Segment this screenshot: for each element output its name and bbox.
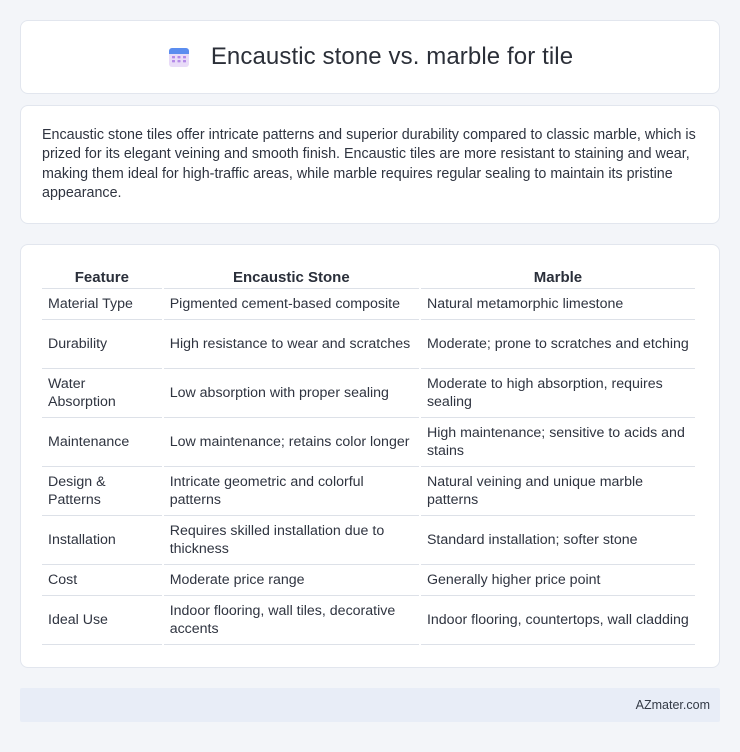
feature-cell: Installation [42,516,162,565]
marble-cell: Moderate; prone to scratches and etching [421,320,695,369]
encaustic-cell: Low absorption with proper sealing [164,369,419,418]
feature-cell: Maintenance [42,418,162,467]
footer-bar [20,688,720,722]
intro-card [20,105,720,224]
encaustic-cell: High resistance to wear and scratches [164,320,419,369]
column-header-feature: Feature [42,265,162,289]
title-wrap [167,43,573,71]
column-header-encaustic: Encaustic Stone [164,265,419,289]
feature-cell: Durability [42,320,162,369]
header-card [20,20,720,94]
column-header-marble: Marble [421,265,695,289]
encaustic-cell: Intricate geometric and colorful patterns [164,467,419,516]
encaustic-cell: Indoor flooring, wall tiles, decorative accents [164,596,419,645]
comparison-table [40,265,697,645]
marble-cell: Natural veining and unique marble patterns [421,467,695,516]
feature-cell: Water Absorption [42,369,162,418]
table-row [42,289,695,320]
encaustic-cell: Low maintenance; retains color longer [164,418,419,467]
table-row [42,320,695,369]
table-row [42,596,695,645]
marble-cell: High maintenance; sensitive to acids and stains [421,418,695,467]
marble-cell: Standard installation; softer stone [421,516,695,565]
marble-cell: Generally higher price point [421,565,695,596]
footer-site-link[interactable]: AZmater.com [635,698,710,712]
encaustic-cell: Requires skilled installation due to thickness [164,516,419,565]
page-title: Encaustic stone vs. marble for tile [210,43,574,70]
marble-cell: Moderate to high absorption, requires sealing [421,369,695,418]
table-row [42,565,695,596]
table-row [42,516,695,565]
feature-cell: Material Type [42,289,162,320]
marble-cell: Indoor flooring, countertops, wall cladding [421,596,695,645]
feature-cell: Cost [42,565,162,596]
comparison-card [20,244,720,668]
feature-cell: Ideal Use [42,596,162,645]
table-row [42,369,695,418]
intro-paragraph: Encaustic stone tiles offer intricate patterns and superior durability compared to classic marble, which is prized for its elegant veining and smooth finish. Encaustic tiles are more resistant to staining and wear, making them ideal for high-traffic areas, while marble requires regular sealing to maintain its pristine appearance. [42,127,696,201]
table-row [42,418,695,467]
table-header-row [42,265,695,289]
encaustic-cell: Pigmented cement-based composite [164,289,419,320]
table-row [42,467,695,516]
calendar-icon [167,45,191,69]
marble-cell: Natural metamorphic limestone [421,289,695,320]
encaustic-cell: Moderate price range [164,565,419,596]
feature-cell: Design & Patterns [42,467,162,516]
